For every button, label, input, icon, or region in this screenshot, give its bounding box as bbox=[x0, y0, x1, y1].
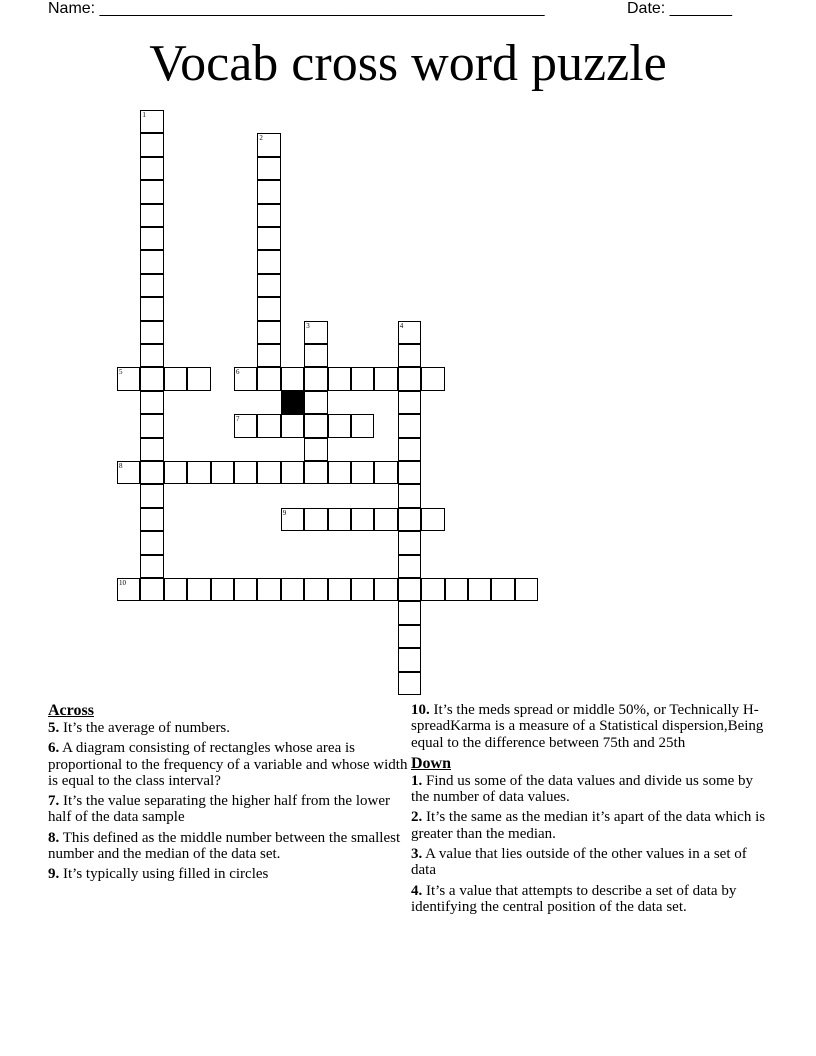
grid-cell[interactable] bbox=[187, 461, 210, 484]
grid-cell[interactable] bbox=[257, 578, 280, 601]
clue-text: This defined as the middle number between the smallest number and the median of the data set. bbox=[48, 829, 401, 863]
grid-cell[interactable] bbox=[257, 274, 280, 297]
grid-cell[interactable] bbox=[328, 367, 351, 390]
grid-cell[interactable] bbox=[351, 461, 374, 484]
grid-cell[interactable] bbox=[140, 157, 163, 180]
grid-cell[interactable] bbox=[140, 391, 163, 414]
grid-cell[interactable] bbox=[328, 461, 351, 484]
grid-cell[interactable] bbox=[398, 672, 421, 695]
clue-number-10: 10 bbox=[119, 579, 126, 587]
grid-cell[interactable] bbox=[398, 461, 421, 484]
clue-number: 2. bbox=[411, 809, 423, 826]
name-field[interactable]: Name: __________________________________________________ bbox=[48, 0, 545, 17]
across-heading: Across bbox=[48, 702, 94, 719]
clue-text: It’s a value that attempts to describe a set of data by identifying the central position of the data set. bbox=[411, 882, 737, 915]
grid-cell[interactable] bbox=[164, 578, 187, 601]
grid-cell[interactable] bbox=[234, 578, 257, 601]
clue-text: It’s the value separating the higher half from the lower half of the data sample bbox=[48, 793, 390, 826]
grid-cell[interactable] bbox=[281, 414, 304, 437]
black-cell bbox=[281, 391, 304, 414]
across-clue-8 bbox=[48, 830, 408, 863]
down-clue-3 bbox=[411, 846, 771, 879]
grid-cell[interactable] bbox=[398, 625, 421, 648]
grid-cell[interactable] bbox=[304, 438, 327, 461]
across-clue-5 bbox=[48, 720, 408, 736]
grid-cell[interactable] bbox=[398, 555, 421, 578]
clue-text: A diagram consisting of rectangles whose area is proportional to the frequency of a variable and whose width is equal to the class interval? bbox=[48, 740, 408, 789]
grid-cell[interactable] bbox=[468, 578, 491, 601]
clue-number: 4. bbox=[411, 882, 423, 899]
grid-cell[interactable] bbox=[281, 578, 304, 601]
grid-cell[interactable] bbox=[421, 578, 444, 601]
grid-cell[interactable] bbox=[398, 344, 421, 367]
down-clue-1 bbox=[411, 773, 771, 806]
grid-cell[interactable] bbox=[281, 461, 304, 484]
grid-cell[interactable] bbox=[187, 578, 210, 601]
grid-cell[interactable] bbox=[257, 321, 280, 344]
clue-number: 10. bbox=[411, 702, 430, 718]
grid-cell[interactable] bbox=[140, 438, 163, 461]
grid-cell[interactable] bbox=[421, 508, 444, 531]
down-clue-list bbox=[411, 773, 771, 915]
grid-cell[interactable] bbox=[374, 508, 397, 531]
grid-cell[interactable] bbox=[211, 461, 234, 484]
grid-cell[interactable] bbox=[281, 367, 304, 390]
grid-cell[interactable] bbox=[234, 461, 257, 484]
clue-number: 7. bbox=[48, 793, 60, 810]
clue-number-3: 3 bbox=[306, 321, 310, 330]
grid-cell[interactable] bbox=[140, 321, 163, 344]
grid-cell[interactable] bbox=[421, 367, 444, 390]
clue-text: It’s the meds spread or middle 50%, or Technically H-spreadKarma is a measure of a Statistical dispersion,Being equal to the difference between 75th and 25th bbox=[411, 702, 764, 751]
grid-cell[interactable] bbox=[187, 367, 210, 390]
grid-cell[interactable] bbox=[164, 461, 187, 484]
grid-cell[interactable] bbox=[140, 555, 163, 578]
grid-cell[interactable] bbox=[257, 367, 280, 390]
down-clue-2 bbox=[411, 809, 771, 842]
clue-number: 5. bbox=[48, 720, 60, 736]
clue-text: It’s the same as the median it’s apart of the data which is greater than the median. bbox=[411, 809, 766, 842]
across-clue-list bbox=[48, 720, 408, 883]
grid-cell[interactable] bbox=[398, 484, 421, 507]
grid-cell[interactable] bbox=[140, 227, 163, 250]
grid-cell[interactable] bbox=[140, 274, 163, 297]
grid-cell[interactable] bbox=[164, 367, 187, 390]
grid-cell[interactable] bbox=[140, 531, 163, 554]
grid-cell[interactable] bbox=[398, 601, 421, 624]
grid-cell[interactable] bbox=[257, 414, 280, 437]
grid-cell[interactable] bbox=[351, 508, 374, 531]
grid-cell[interactable] bbox=[304, 508, 327, 531]
grid-cell[interactable] bbox=[398, 648, 421, 671]
clues-left-column bbox=[48, 702, 408, 887]
clue-number: 6. bbox=[48, 740, 60, 757]
grid-cell[interactable] bbox=[140, 578, 163, 601]
grid-cell[interactable] bbox=[257, 157, 280, 180]
grid-cell[interactable] bbox=[140, 344, 163, 367]
grid-cell[interactable] bbox=[328, 578, 351, 601]
grid-cell[interactable] bbox=[328, 414, 351, 437]
grid-cell[interactable] bbox=[328, 508, 351, 531]
clue-text: It’s typically using filled in circles bbox=[59, 866, 269, 883]
clue-number-4: 4 bbox=[399, 321, 404, 330]
across-clue-6 bbox=[48, 740, 408, 789]
grid-cell[interactable] bbox=[257, 180, 280, 203]
clue-number: 3. bbox=[411, 846, 423, 863]
grid-cell[interactable] bbox=[140, 414, 163, 437]
grid-cell[interactable] bbox=[515, 578, 538, 601]
grid-cell[interactable] bbox=[140, 367, 163, 390]
grid-cell[interactable] bbox=[351, 414, 374, 437]
clue-number-2: 2 bbox=[259, 134, 263, 143]
page-title: Vocab cross word puzzle bbox=[149, 35, 667, 92]
date-field[interactable]: Date: _______ bbox=[627, 0, 732, 17]
grid-cell[interactable] bbox=[374, 367, 397, 390]
grid-cell[interactable] bbox=[140, 204, 163, 227]
down-clue-4 bbox=[411, 883, 771, 916]
grid-cell[interactable] bbox=[374, 461, 397, 484]
clue-number: 8. bbox=[48, 829, 60, 846]
across-clue-7 bbox=[48, 793, 408, 826]
grid-cell[interactable] bbox=[304, 367, 327, 390]
grid-cell[interactable] bbox=[257, 344, 280, 367]
clue-text: A value that lies outside of the other values in a set of data bbox=[411, 846, 747, 879]
grid-cell[interactable] bbox=[445, 578, 468, 601]
grid-cell[interactable] bbox=[398, 508, 421, 531]
grid-cell[interactable] bbox=[140, 461, 163, 484]
grid-cell[interactable] bbox=[398, 578, 421, 601]
grid-cell[interactable] bbox=[140, 508, 163, 531]
clue-number-9: 9 bbox=[282, 508, 287, 517]
grid-cell[interactable] bbox=[140, 180, 163, 203]
grid-cell[interactable] bbox=[304, 461, 327, 484]
across-clue-9 bbox=[48, 866, 408, 882]
grid-cell[interactable] bbox=[304, 578, 327, 601]
grid-cell[interactable] bbox=[211, 578, 234, 601]
grid-cell[interactable] bbox=[304, 344, 327, 367]
clue-number-5: 5 bbox=[119, 368, 123, 377]
clue-number-7: 7 bbox=[236, 415, 240, 424]
grid-cell[interactable] bbox=[140, 133, 163, 156]
grid-cell[interactable] bbox=[140, 484, 163, 507]
clue-number: 1. bbox=[411, 772, 423, 789]
grid-cell[interactable] bbox=[257, 204, 280, 227]
grid-cell[interactable] bbox=[398, 438, 421, 461]
grid-cell[interactable] bbox=[351, 578, 374, 601]
grid-cell[interactable] bbox=[491, 578, 514, 601]
across-clue-10 bbox=[411, 702, 771, 751]
grid-cell[interactable] bbox=[398, 367, 421, 390]
clue-number-8: 8 bbox=[119, 462, 123, 470]
grid-cell[interactable] bbox=[398, 531, 421, 554]
grid-cell[interactable] bbox=[257, 297, 280, 320]
grid-cell[interactable] bbox=[304, 391, 327, 414]
grid-cell[interactable] bbox=[257, 227, 280, 250]
grid-cell[interactable] bbox=[398, 414, 421, 437]
grid-cell[interactable] bbox=[257, 461, 280, 484]
clues-right-column bbox=[411, 702, 771, 919]
grid-cell[interactable] bbox=[374, 578, 397, 601]
clue-number: 9. bbox=[48, 866, 60, 883]
clue-text: It’s the average of numbers. bbox=[59, 720, 231, 736]
clue-text: Find us some of the data values and divide us some by the number of data values. bbox=[411, 772, 754, 806]
grid-cell[interactable] bbox=[140, 250, 163, 273]
down-heading: Down bbox=[411, 754, 452, 772]
grid-cell[interactable] bbox=[140, 297, 163, 320]
grid-cell[interactable] bbox=[351, 367, 374, 390]
grid-cell[interactable] bbox=[304, 414, 327, 437]
across-clue-list-continued bbox=[411, 702, 771, 751]
clue-number-6: 6 bbox=[236, 368, 240, 377]
grid-cell[interactable] bbox=[257, 250, 280, 273]
grid-cell[interactable] bbox=[398, 391, 421, 414]
clue-number-1: 1 bbox=[142, 111, 146, 119]
